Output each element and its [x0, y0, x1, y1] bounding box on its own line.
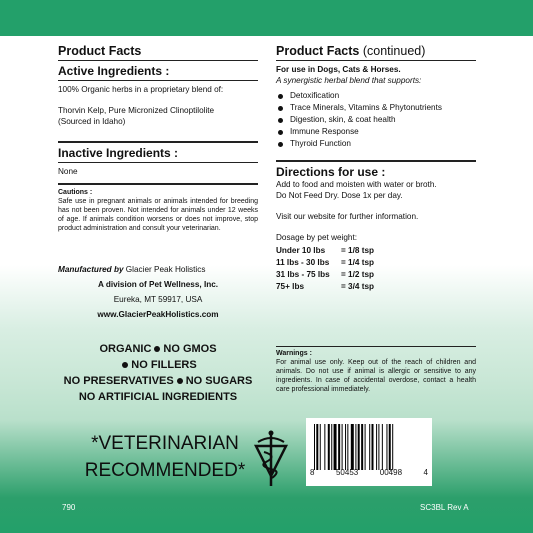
inactive-ingredients-heading: Inactive Ingredients :	[58, 146, 179, 160]
left-facts-panel	[58, 38, 258, 233]
list-item: Detoxification	[276, 90, 476, 102]
list-item: Digestion, skin, & coat health	[276, 114, 476, 126]
manufacturer-prefix: Manufactured by	[58, 265, 124, 274]
bullet-dot	[177, 378, 183, 384]
heading-continued: (continued)	[362, 44, 426, 58]
barcode-digit-group: 8	[310, 468, 315, 477]
barcode-bars	[314, 424, 424, 470]
divider	[58, 162, 258, 163]
heading-text: Product Facts	[276, 44, 360, 58]
bullet-dot	[122, 362, 128, 368]
barcode-bar	[358, 424, 360, 470]
product-facts-continued-heading	[276, 44, 476, 58]
barcode-bar	[324, 424, 325, 470]
divider	[58, 80, 258, 81]
footer-code: 790	[62, 503, 76, 512]
barcode-bar	[334, 424, 337, 470]
barcode-bar	[314, 424, 315, 470]
manufacturer-division: A division of Pet Wellness, Inc.	[97, 280, 219, 289]
dosage-weight: 11 lbs - 30 lbs	[276, 258, 330, 267]
list-item: Thyroid Function	[276, 138, 476, 150]
claim-no-sugars: NO SUGARS	[185, 375, 253, 387]
divider	[58, 60, 258, 61]
barcode-digit-group: 50453	[335, 468, 359, 477]
cautions-text: Safe use in pregnant animals or animals intended for breeding has not been proven. Not intended for animals under 12 weeks of age. If animals condition worsens or does not improve, stop product administration and consult your veterinarian.	[58, 198, 258, 232]
barcode-bar	[361, 424, 363, 470]
active-intro: 100% Organic herbs in a proprietary blend of:	[58, 85, 224, 94]
claim-no-preservatives: NO PRESERVATIVES	[63, 375, 174, 387]
dosage-heading: Dosage by pet weight:	[276, 233, 358, 242]
barcode-bar	[316, 424, 318, 470]
active-ingredients-heading: Active Ingredients :	[58, 64, 170, 78]
bullet-dot	[154, 346, 160, 352]
warnings-block	[276, 344, 476, 394]
barcode-bar	[369, 424, 370, 470]
directions-line-1: Add to food and moisten with water or broth.	[276, 180, 437, 189]
vet-line-1: *VETERINARIAN	[91, 433, 239, 454]
table-row	[276, 269, 374, 281]
barcode-bar	[365, 424, 366, 470]
dosage-amount: = 3/4 tsp	[341, 282, 374, 291]
divider	[58, 183, 258, 185]
barcode-bar	[328, 424, 330, 470]
barcode-digits	[306, 468, 432, 478]
claim-organic: ORGANIC	[99, 343, 152, 355]
dosage-block	[276, 232, 476, 293]
right-facts-panel	[276, 38, 476, 293]
manufacturer-website: www.GlacierPeakHolistics.com	[97, 310, 219, 319]
veterinary-caduceus-icon	[250, 428, 292, 488]
list-item: Immune Response	[276, 126, 476, 138]
divider	[276, 160, 476, 162]
barcode-bar	[355, 424, 356, 470]
dosage-weight: Under 10 lbs	[276, 246, 326, 255]
barcode-bar	[345, 424, 346, 470]
barcode-digit-group: 00498	[379, 468, 403, 477]
dosage-amount: = 1/8 tsp	[341, 246, 374, 255]
barcode-bar	[351, 424, 354, 470]
manufacturer-block	[58, 262, 258, 322]
blend-intro: A synergistic herbal blend that supports:	[276, 76, 422, 85]
dosage-weight: 75+ lbs	[276, 282, 304, 291]
list-item: Trace Minerals, Vitamins & Phytonutrients	[276, 102, 476, 114]
barcode-bar	[378, 424, 379, 470]
active-source: (Sourced in Idaho)	[58, 117, 126, 126]
supports-list	[276, 90, 476, 150]
barcode-bar	[376, 424, 377, 470]
barcode-bar	[386, 424, 387, 470]
divider	[58, 141, 258, 143]
manufacturer-name: Glacier Peak Holistics	[125, 265, 206, 274]
table-row	[276, 245, 374, 257]
barcode-bar	[342, 424, 343, 470]
table-row	[276, 257, 374, 269]
cautions-heading: Cautions :	[58, 189, 93, 196]
active-ingredient-list: Thorvin Kelp, Pure Micronized Clinoptilolite	[58, 106, 215, 115]
claim-no-artificial: NO ARTIFICIAL INGREDIENTS	[78, 391, 238, 403]
directions-heading: Directions for use :	[276, 165, 386, 179]
manufacturer-address: Eureka, MT 59917, USA	[113, 295, 203, 304]
barcode-bar	[320, 424, 321, 470]
dosage-amount: = 1/4 tsp	[341, 258, 374, 267]
footer-revision: SC3BL Rev A	[420, 503, 469, 512]
barcode-digit-group: 4	[423, 468, 428, 477]
dosage-amount: = 1/2 tsp	[341, 270, 374, 279]
table-row	[276, 281, 374, 293]
barcode-bar	[338, 424, 340, 470]
product-facts-heading: Product Facts	[58, 44, 142, 58]
claim-no-gmos: NO GMOS	[163, 343, 217, 355]
dosage-table	[276, 245, 374, 293]
barcode-bar	[347, 424, 348, 470]
divider	[276, 60, 476, 61]
barcode-bar	[331, 424, 332, 470]
visit-website-text: Visit our website for further information.	[276, 212, 419, 221]
inactive-value: None	[58, 167, 78, 176]
barcode-bar	[372, 424, 374, 470]
product-claims	[58, 341, 258, 405]
warnings-heading: Warnings :	[276, 350, 312, 357]
divider	[276, 346, 476, 347]
claim-no-fillers: NO FILLERS	[131, 359, 197, 371]
vet-line-2: RECOMMENDED*	[84, 460, 246, 481]
warnings-text: For animal use only. Keep out of the reach of children and animals. Do not use if animal is allergic or sensitive to any ingredients. In case of accidental overdose, contact a health care professional immediately.	[276, 359, 476, 393]
barcode-bar	[389, 424, 391, 470]
use-for-text: For use in Dogs, Cats & Horses.	[276, 65, 401, 74]
barcode-bar	[392, 424, 393, 470]
dosage-weight: 31 lbs - 75 lbs	[276, 270, 330, 279]
vet-recommended-text	[70, 430, 260, 484]
upc-barcode	[306, 418, 432, 486]
directions-line-2: Do Not Feed Dry. Dose 1x per day.	[276, 191, 403, 200]
barcode-bar	[382, 424, 383, 470]
